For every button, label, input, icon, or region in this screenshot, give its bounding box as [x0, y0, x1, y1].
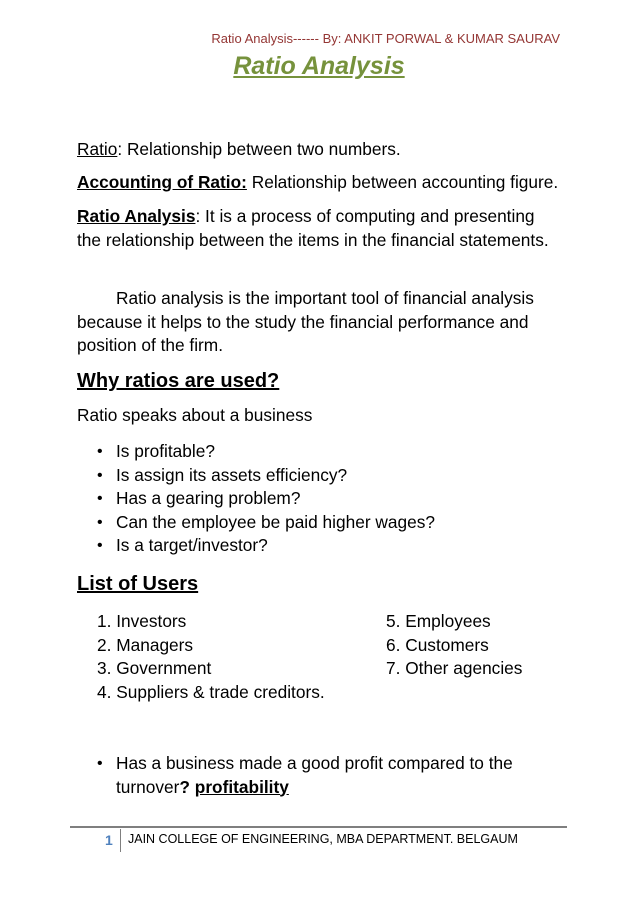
document-title: Ratio Analysis: [233, 52, 405, 80]
list-item: • Is a target/investor?: [97, 534, 435, 558]
list-item: • Is profitable?: [97, 440, 435, 464]
definition-analysis-text: : It is a process of computing and presenting the relationship between the items in the financial statements.: [77, 206, 549, 250]
list-item: 4. Suppliers & trade creditors.: [97, 681, 325, 702]
list-item: 1. Investors: [97, 611, 187, 631]
profitability-tag: profitability: [194, 776, 289, 797]
definition-ratio: [77, 138, 577, 162]
term-accounting-ratio: Accounting of Ratio:: [77, 172, 247, 192]
footer-separator: [120, 829, 121, 852]
profitability-question: Has a business made a good profit compared to the turnover: [116, 753, 513, 797]
list-item: 3. Government: [97, 658, 212, 678]
footer-institution: JAIN COLLEGE OF ENGINEERING, MBA DEPARTMENT. BELGAUM: [128, 832, 518, 846]
list-item: 5. Employees: [386, 611, 491, 631]
list-item: • Can the employee be paid higher wages?: [97, 511, 435, 535]
question-mark: ?: [179, 776, 195, 797]
definition-accounting-text: Relationship between accounting figure.: [246, 172, 559, 192]
profitability-bullet: [97, 752, 537, 799]
definition-accounting-ratio: [77, 171, 597, 195]
why-ratios-heading: Why ratios are used?: [77, 370, 280, 392]
bullet-icon: •: [97, 755, 103, 772]
why-lead-text: Ratio speaks about a business: [77, 405, 313, 425]
definition-ratio-text: : Relationship between two numbers.: [117, 139, 401, 159]
intro-paragraph: Ratio analysis is the important tool of financial analysis because it helps to the study the financial performance and position of the firm.: [77, 288, 534, 355]
list-item: • Is assign its assets efficiency?: [97, 464, 435, 488]
page-number: 1: [105, 832, 113, 848]
list-item: 6. Customers: [386, 634, 489, 655]
footer-divider: [70, 826, 567, 828]
list-item: • Has a gearing problem?: [97, 487, 435, 511]
why-bullet-list: [97, 440, 435, 558]
running-header: Ratio Analysis------ By: ANKIT PORWAL & KUMAR SAURAV: [211, 31, 560, 46]
list-of-users-heading: List of Users: [77, 573, 199, 595]
list-item: 2. Managers: [97, 634, 194, 655]
term-ratio: Ratio: [77, 139, 118, 159]
users-list-right: [386, 610, 522, 681]
definition-ratio-analysis: [77, 205, 552, 252]
term-ratio-analysis: Ratio Analysis: [77, 206, 196, 226]
users-list-left: [97, 610, 325, 704]
list-item: 7. Other agencies: [386, 658, 523, 678]
profitability-bullet-text: [97, 752, 537, 799]
